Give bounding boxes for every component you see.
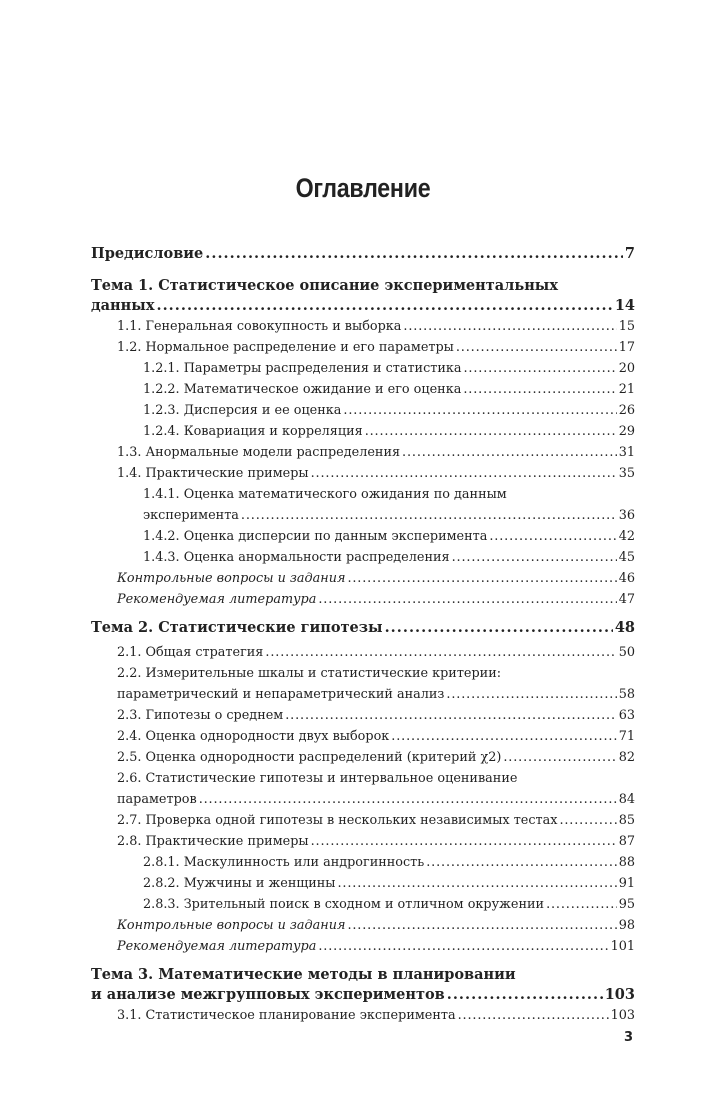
toc-entry-title: параметров — [117, 792, 197, 807]
toc-entry-page: 95 — [618, 897, 635, 912]
dot-leader — [347, 915, 616, 936]
dot-leader — [403, 316, 616, 337]
toc-entry[interactable] — [91, 810, 635, 831]
toc-entry-page: 84 — [618, 792, 635, 807]
toc-entry-title: данных — [91, 297, 155, 314]
dot-leader — [311, 831, 617, 852]
toc-entry[interactable] — [91, 400, 635, 421]
toc-entry-title: 1.2.2. Математическое ожидание и его оценка — [143, 382, 462, 397]
toc-entry-title: 2.8. Практические примеры — [117, 834, 309, 849]
toc-entry-page: 50 — [618, 645, 635, 660]
toc-entry[interactable] — [91, 642, 635, 663]
toc-entry-title: 1.2.1. Параметры распределения и статистика — [143, 361, 462, 376]
toc-entry-title: Тема 2. Статистические гипотезы — [91, 619, 383, 636]
dot-leader — [446, 684, 616, 705]
toc-entry-title: 2.5. Оценка однородности распределений (критерий χ2) — [117, 750, 502, 765]
toc-entry-page: 15 — [618, 319, 635, 334]
dot-leader — [347, 568, 616, 589]
toc-entry[interactable] — [91, 831, 635, 852]
toc-entry-page: 91 — [618, 876, 635, 891]
toc-entry-title: 2.8.3. Зрительный поиск в сходном и отличном окружении — [143, 897, 545, 912]
dot-leader — [489, 526, 616, 547]
toc-entry-title: 1.3. Анормальные модели распределения — [117, 445, 401, 460]
toc-entry-page: 85 — [618, 813, 635, 828]
toc-entry-page: 42 — [618, 529, 635, 544]
toc-entry-title-line: Тема 1. Статистическое описание экспериментальных — [91, 277, 558, 294]
dot-leader — [241, 505, 617, 526]
dot-leader — [503, 747, 616, 768]
toc-entry-page: 17 — [618, 340, 635, 355]
toc-entry[interactable] — [91, 618, 635, 642]
toc-entry-title: 2.3. Гипотезы о среднем — [117, 708, 284, 723]
toc-entry-title: 3.1. Статистическое планирование эксперимента — [117, 1008, 456, 1023]
toc-entry-page: 71 — [618, 729, 635, 744]
toc-entry-page: 20 — [618, 361, 635, 376]
toc-entry[interactable] — [91, 915, 635, 936]
toc-entry[interactable] — [91, 568, 635, 589]
toc-entry-title: Рекомендуемая литература — [117, 592, 317, 607]
toc-entry-page: 26 — [618, 403, 635, 418]
table-of-contents — [91, 244, 635, 1026]
dot-leader — [458, 1005, 609, 1026]
toc-entry[interactable] — [91, 379, 635, 400]
dot-leader — [402, 442, 617, 463]
dot-leader — [426, 852, 616, 873]
dot-leader — [385, 618, 613, 638]
toc-entry-page: 88 — [618, 855, 635, 870]
toc-entry[interactable] — [91, 894, 635, 915]
toc-entry[interactable] — [91, 276, 635, 316]
toc-entry-title-line: 2.6. Статистические гипотезы и интервальное оценивание — [117, 771, 518, 786]
toc-entry[interactable] — [91, 526, 635, 547]
dot-leader — [452, 547, 617, 568]
toc-entry[interactable] — [91, 547, 635, 568]
toc-entry-title: Рекомендуемая литература — [117, 939, 317, 954]
toc-entry-page: 46 — [618, 571, 635, 586]
dot-leader — [318, 936, 608, 957]
toc-entry-page: 31 — [618, 445, 635, 460]
dot-leader — [156, 296, 612, 316]
dot-leader — [311, 463, 617, 484]
toc-entry[interactable] — [91, 747, 635, 768]
toc-entry[interactable] — [91, 768, 635, 810]
dot-leader — [391, 726, 616, 747]
dot-leader — [463, 379, 616, 400]
toc-entry-title: 1.2.3. Дисперсия и ее оценка — [143, 403, 342, 418]
dot-leader — [318, 589, 616, 610]
page-number: 3 — [623, 1030, 633, 1045]
toc-entry-page: 47 — [618, 592, 635, 607]
toc-entry[interactable] — [91, 1005, 635, 1026]
dot-leader — [463, 358, 616, 379]
toc-entry-page: 87 — [618, 834, 635, 849]
page-title: Оглавление — [295, 173, 431, 203]
dot-leader — [559, 810, 616, 831]
toc-entry[interactable] — [91, 442, 635, 463]
dot-leader — [285, 705, 616, 726]
dot-leader — [265, 642, 616, 663]
toc-entry-title: 2.4. Оценка однородности двух выборок — [117, 729, 390, 744]
toc-entry-title-line: 2.2. Измерительные шкалы и статистические критерии: — [117, 666, 502, 681]
toc-entry-page: 7 — [624, 245, 635, 262]
dot-leader — [199, 789, 617, 810]
toc-entry-title: Контрольные вопросы и задания — [117, 571, 346, 586]
toc-entry-page: 45 — [618, 550, 635, 565]
toc-entry-page: 35 — [618, 466, 635, 481]
toc-entry-page: 58 — [618, 687, 635, 702]
toc-entry-title: Предисловие — [91, 245, 204, 262]
dot-leader — [205, 244, 623, 264]
toc-entry-title: эксперимента — [143, 508, 239, 523]
toc-entry-page: 82 — [618, 750, 635, 765]
toc-entry-page: 63 — [618, 708, 635, 723]
toc-entry-title: 2.8.1. Маскулинность или андрогинность — [143, 855, 425, 870]
toc-entry-page: 29 — [618, 424, 635, 439]
toc-entry-title: 1.4.3. Оценка анормальности распределения — [143, 550, 450, 565]
toc-entry[interactable] — [91, 705, 635, 726]
dot-leader — [546, 894, 617, 915]
dot-leader — [343, 400, 616, 421]
toc-entry[interactable] — [91, 421, 635, 442]
toc-entry[interactable] — [91, 589, 635, 610]
toc-entry-title: Контрольные вопросы и задания — [117, 918, 346, 933]
toc-entry-page: 21 — [618, 382, 635, 397]
toc-entry-title: параметрический и непараметрический анализ — [117, 687, 445, 702]
toc-entry-page: 14 — [614, 297, 635, 314]
toc-entry-page: 103 — [604, 986, 635, 1003]
toc-entry-title: 2.8.2. Мужчины и женщины — [143, 876, 336, 891]
toc-entry[interactable] — [91, 936, 635, 957]
toc-entry[interactable] — [91, 965, 635, 1005]
toc-entry-title: 1.4.2. Оценка дисперсии по данным эксперимента — [143, 529, 488, 544]
toc-entry-title-line: 1.4.1. Оценка математического ожидания по данным — [143, 487, 507, 502]
toc-entry-title: 1.4. Практические примеры — [117, 466, 309, 481]
toc-entry[interactable] — [91, 663, 635, 705]
toc-entry[interactable] — [91, 484, 635, 526]
toc-entry-page: 36 — [618, 508, 635, 523]
toc-entry[interactable] — [91, 852, 635, 873]
toc-entry-page: 98 — [618, 918, 635, 933]
toc-entry-title: 1.1. Генеральная совокупность и выборка — [117, 319, 402, 334]
toc-entry-title: 2.7. Проверка одной гипотезы в нескольких независимых тестах — [117, 813, 558, 828]
toc-entry-title: и анализе межгрупповых экспериментов — [91, 986, 445, 1003]
toc-entry-title: 1.2. Нормальное распределение и его параметры — [117, 340, 454, 355]
dot-leader — [337, 873, 616, 894]
dot-leader — [447, 985, 603, 1005]
toc-entry-page: 101 — [610, 939, 635, 954]
toc-entry[interactable] — [91, 316, 635, 337]
toc-entry-title: 2.1. Общая стратегия — [117, 645, 264, 660]
toc-entry[interactable] — [91, 244, 635, 268]
toc-entry-page: 103 — [610, 1008, 635, 1023]
toc-entry-title-line: Тема 3. Математические методы в планировании — [91, 966, 516, 983]
toc-entry[interactable] — [91, 726, 635, 747]
dot-leader — [456, 337, 617, 358]
toc-entry[interactable] — [91, 463, 635, 484]
toc-entry[interactable] — [91, 337, 635, 358]
toc-entry[interactable] — [91, 873, 635, 894]
toc-entry-page: 48 — [614, 619, 635, 636]
toc-entry-title: 1.2.4. Ковариация и корреляция — [143, 424, 363, 439]
dot-leader — [365, 421, 617, 442]
toc-entry[interactable] — [91, 358, 635, 379]
